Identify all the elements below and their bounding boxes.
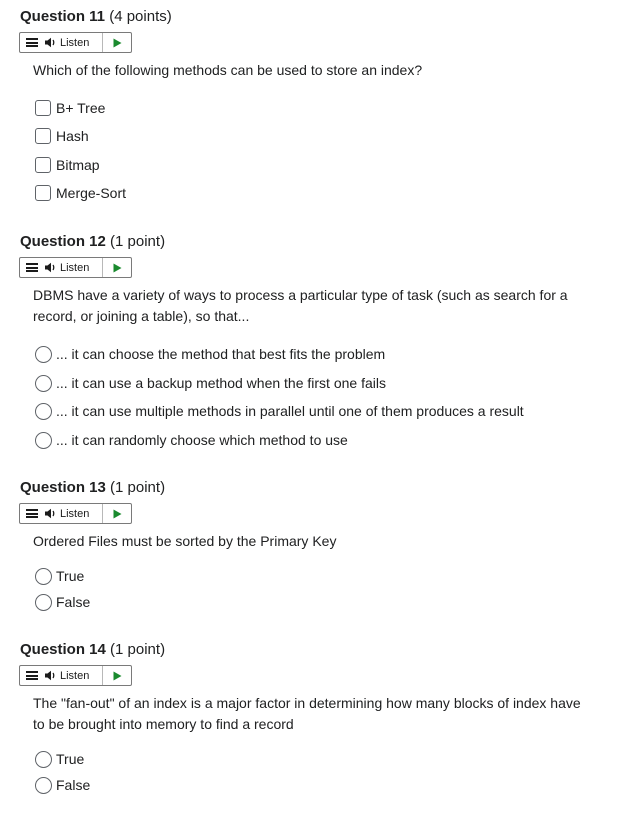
listen-toolbar <box>19 257 132 278</box>
speaker-icon <box>44 37 57 48</box>
option-label: ... it can use multiple methods in parallel until one of them produces a result <box>56 403 524 419</box>
menu-icon <box>26 38 38 47</box>
play-button[interactable] <box>103 33 131 52</box>
radio-button[interactable] <box>35 751 52 768</box>
option-label: True <box>56 568 85 584</box>
question-title: Question 11 (4 points) <box>20 8 172 25</box>
option[interactable] <box>35 592 90 612</box>
option-label: True <box>56 751 85 767</box>
listen-label: Listen <box>60 669 90 682</box>
option[interactable] <box>35 775 90 795</box>
play-button[interactable] <box>103 504 131 523</box>
play-icon <box>113 509 122 519</box>
checkbox[interactable] <box>35 157 51 173</box>
menu-icon <box>26 671 38 680</box>
checkbox[interactable] <box>35 185 51 201</box>
radio-button[interactable] <box>35 432 52 449</box>
radio-button[interactable] <box>35 375 52 392</box>
play-button[interactable] <box>103 258 131 277</box>
option-label: Merge-Sort <box>56 185 127 201</box>
option[interactable] <box>35 155 100 175</box>
question-title: Question 14 (1 point) <box>20 641 166 658</box>
listen-label: Listen <box>60 261 90 274</box>
question-prompt: The "fan-out" of an index is a major factor in determining how many blocks of index have to be brought into memory to find a record <box>33 695 581 732</box>
option-label: ... it can randomly choose which method to use <box>56 432 348 448</box>
option-label: Hash <box>56 128 89 144</box>
question-title: Question 13 (1 point) <box>20 479 166 496</box>
menu-button[interactable] <box>20 258 44 277</box>
menu-icon <box>26 263 38 272</box>
option-label: ... it can choose the method that best fits the problem <box>56 346 386 362</box>
option[interactable] <box>35 344 385 364</box>
option[interactable] <box>35 749 84 769</box>
question-prompt: Ordered Files must be sorted by the Primary Key <box>33 533 337 549</box>
play-icon <box>113 38 122 48</box>
menu-icon <box>26 509 38 518</box>
listen-label: Listen <box>60 36 90 49</box>
option-label: False <box>56 594 91 610</box>
speaker-icon <box>44 508 57 519</box>
radio-button[interactable] <box>35 594 52 611</box>
speaker-icon <box>44 670 57 681</box>
menu-button[interactable] <box>20 504 44 523</box>
option[interactable] <box>35 126 89 146</box>
question-title: Question 12 (1 point) <box>20 233 166 250</box>
play-icon <box>113 671 122 681</box>
option[interactable] <box>35 373 386 393</box>
option-label: ... it can use a backup method when the first one fails <box>56 375 386 391</box>
listen-button[interactable] <box>44 258 102 277</box>
option[interactable] <box>35 401 524 421</box>
menu-button[interactable] <box>20 33 44 52</box>
option[interactable] <box>35 183 126 203</box>
checkbox[interactable] <box>35 128 51 144</box>
listen-toolbar <box>19 503 132 524</box>
listen-label: Listen <box>60 507 90 520</box>
listen-button[interactable] <box>44 504 102 523</box>
listen-toolbar <box>19 32 132 53</box>
play-icon <box>113 263 122 273</box>
listen-button[interactable] <box>44 666 102 685</box>
option[interactable] <box>35 98 105 118</box>
option[interactable] <box>35 430 348 450</box>
menu-button[interactable] <box>20 666 44 685</box>
listen-button[interactable] <box>44 33 102 52</box>
checkbox[interactable] <box>35 100 51 116</box>
option-label: B+ Tree <box>56 100 106 116</box>
listen-toolbar <box>19 665 132 686</box>
option[interactable] <box>35 566 84 586</box>
question-prompt: Which of the following methods can be used to store an index? <box>33 62 423 78</box>
radio-button[interactable] <box>35 568 52 585</box>
speaker-icon <box>44 262 57 273</box>
play-button[interactable] <box>103 666 131 685</box>
question-prompt: DBMS have a variety of ways to process a particular type of task (such as search for a record, or joining a table), so that... <box>33 287 568 324</box>
radio-button[interactable] <box>35 346 52 363</box>
option-label: False <box>56 777 91 793</box>
radio-button[interactable] <box>35 777 52 794</box>
option-label: Bitmap <box>56 157 100 173</box>
radio-button[interactable] <box>35 403 52 420</box>
